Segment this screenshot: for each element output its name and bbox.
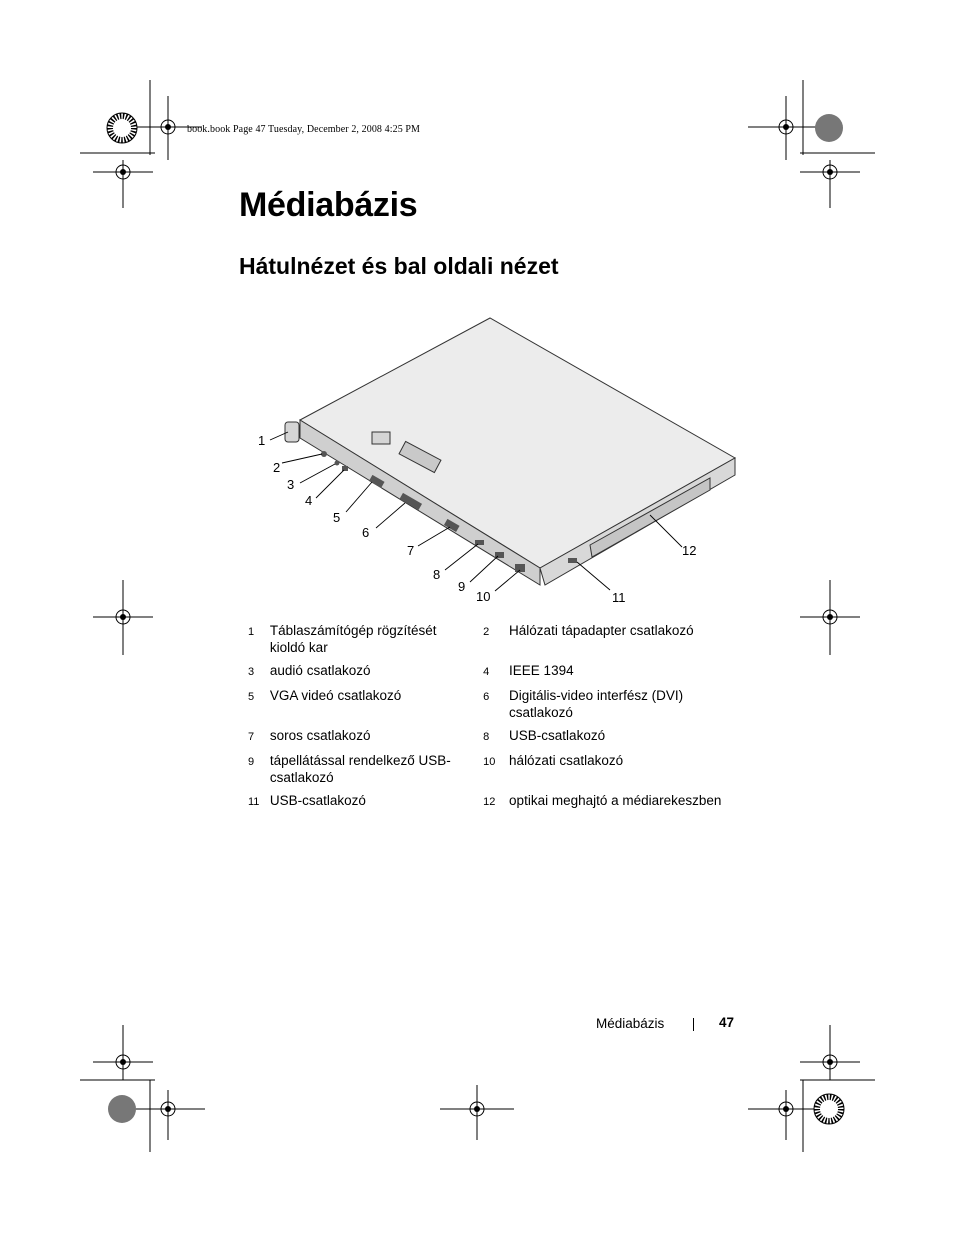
part-label: Táblaszámítógép rögzítését kioldó kar <box>269 623 437 655</box>
part-label: VGA videó csatlakozó <box>269 688 402 703</box>
callout-3: 3 <box>287 477 295 492</box>
part-number: 5 <box>248 691 255 703</box>
section-heading: Hátulnézet és bal oldali nézet <box>239 253 559 279</box>
part-label: hálózati csatlakozó <box>509 753 624 768</box>
callout-9: 9 <box>458 579 466 594</box>
part-number: 6 <box>483 691 490 703</box>
part-label: audió csatlakozó <box>269 663 371 678</box>
part-number: 8 <box>483 731 490 743</box>
footer-separator <box>693 1018 694 1031</box>
callout-6: 6 <box>362 525 370 540</box>
callout-11: 11 <box>612 590 626 605</box>
network-port <box>515 564 525 572</box>
table-row <box>238 687 748 727</box>
ieee1394-port <box>342 466 348 471</box>
part-label: USB-csatlakozó <box>269 793 366 808</box>
usb-port-11 <box>568 558 577 563</box>
media-base-illustration <box>240 300 740 610</box>
table-row <box>238 792 748 817</box>
part-number: 1 <box>248 626 255 638</box>
part-label: tápellátással rendelkező USB-csatlakozó <box>269 753 451 785</box>
part-number: 2 <box>483 626 490 638</box>
part-number: 11 <box>248 796 260 808</box>
part-label: Digitális-video interfész (DVI) csatlakozó <box>509 688 684 720</box>
part-label: soros csatlakozó <box>269 728 371 743</box>
part-number: 7 <box>248 731 255 743</box>
part-label: optikai meghajtó a médiarekeszben <box>509 793 722 808</box>
part-number: 12 <box>483 796 496 808</box>
callout-4: 4 <box>305 493 313 508</box>
parts-legend-table <box>238 622 748 817</box>
callout-10: 10 <box>476 589 491 604</box>
page-number: 47 <box>719 1015 735 1030</box>
footer-section-label: Médiabázis <box>596 1016 665 1031</box>
usb-port-8 <box>475 540 484 545</box>
part-number: 10 <box>483 756 496 768</box>
callout-12: 12 <box>682 543 697 558</box>
callout-2: 2 <box>273 460 281 475</box>
table-row <box>238 662 748 687</box>
part-number: 9 <box>248 756 255 768</box>
print-header: book.book Page 47 Tuesday, December 2, 2008 4:25 PM <box>187 124 421 135</box>
table-row <box>238 622 748 662</box>
page-title: Médiabázis <box>239 186 418 224</box>
callout-5: 5 <box>333 510 341 525</box>
audio-port <box>335 461 340 466</box>
callout-7: 7 <box>407 543 415 558</box>
table-row <box>238 727 748 752</box>
part-number: 4 <box>483 666 490 678</box>
part-label: Hálózati tápadapter csatlakozó <box>509 623 694 638</box>
callout-1: 1 <box>258 433 266 448</box>
part-label: USB-csatlakozó <box>509 728 606 743</box>
part-label: IEEE 1394 <box>509 663 574 678</box>
part-number: 3 <box>248 666 255 678</box>
table-row <box>238 752 748 792</box>
callout-8: 8 <box>433 567 441 582</box>
